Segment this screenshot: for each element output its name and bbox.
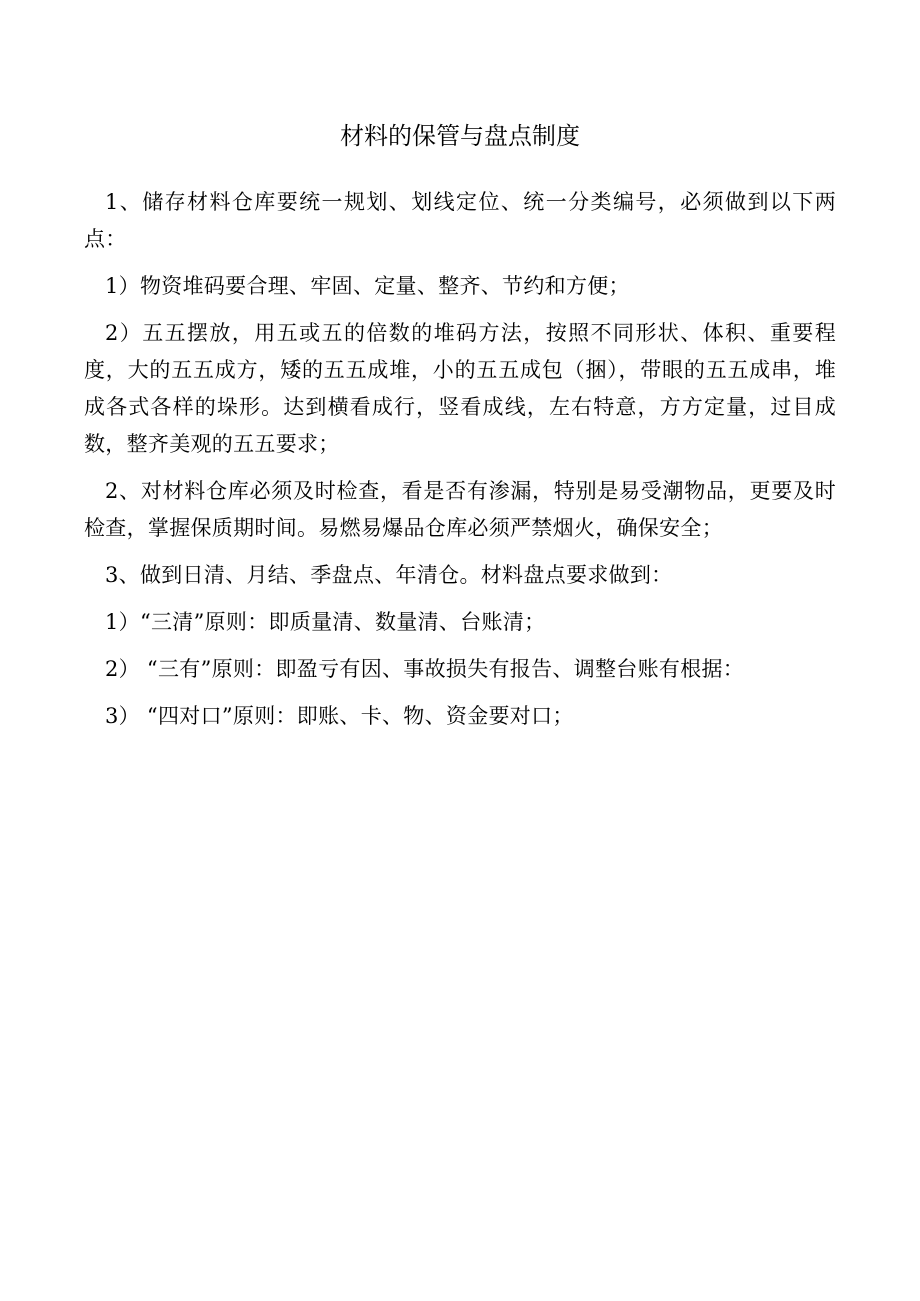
paragraph-three-clear: 1）“三清”原则：即质量清、数量清、台账清； — [105, 610, 546, 634]
paragraph-inventory-schedule: 3、做到日清、月结、季盘点、年清仓。材料盘点要求做到： — [105, 563, 673, 587]
paragraph-four-match: 3） “四对口”原则：即账、卡、物、资金要对口； — [105, 704, 574, 728]
paragraph-stacking-rule: 1）物资堆码要合理、牢固、定量、整齐、节约和方便； — [105, 274, 630, 298]
paragraph-inspection: 2、对材料仓库必须及时检查，看是否有渗漏，特别是易受潮物品，更要及时检查，掌握保质期时间。易燃易爆品仓库必须严禁烟火，确保安全； — [84, 479, 836, 540]
document-title: 材料的保管与盘点制度 — [340, 122, 580, 150]
document-body — [84, 184, 836, 745]
paragraph-five-five-placement: 2）五五摆放，用五或五的倍数的堆码方法，按照不同形状、体积、重要程度，大的五五成方，矮的五五成堆，小的五五成包（捆），带眼的五五成串，堆成各式各样的垛形。达到横看成行，竖看成线，左右特意，方方定量，过目成数，整齐美观的五五要求； — [84, 321, 836, 456]
paragraph-storage-planning: 1、储存材料仓库要统一规划、划线定位、统一分类编号，必须做到以下两点： — [84, 190, 836, 251]
paragraph-three-have: 2） “三有”原则：即盈亏有因、事故损失有报告、调整台账有根据： — [105, 657, 745, 681]
